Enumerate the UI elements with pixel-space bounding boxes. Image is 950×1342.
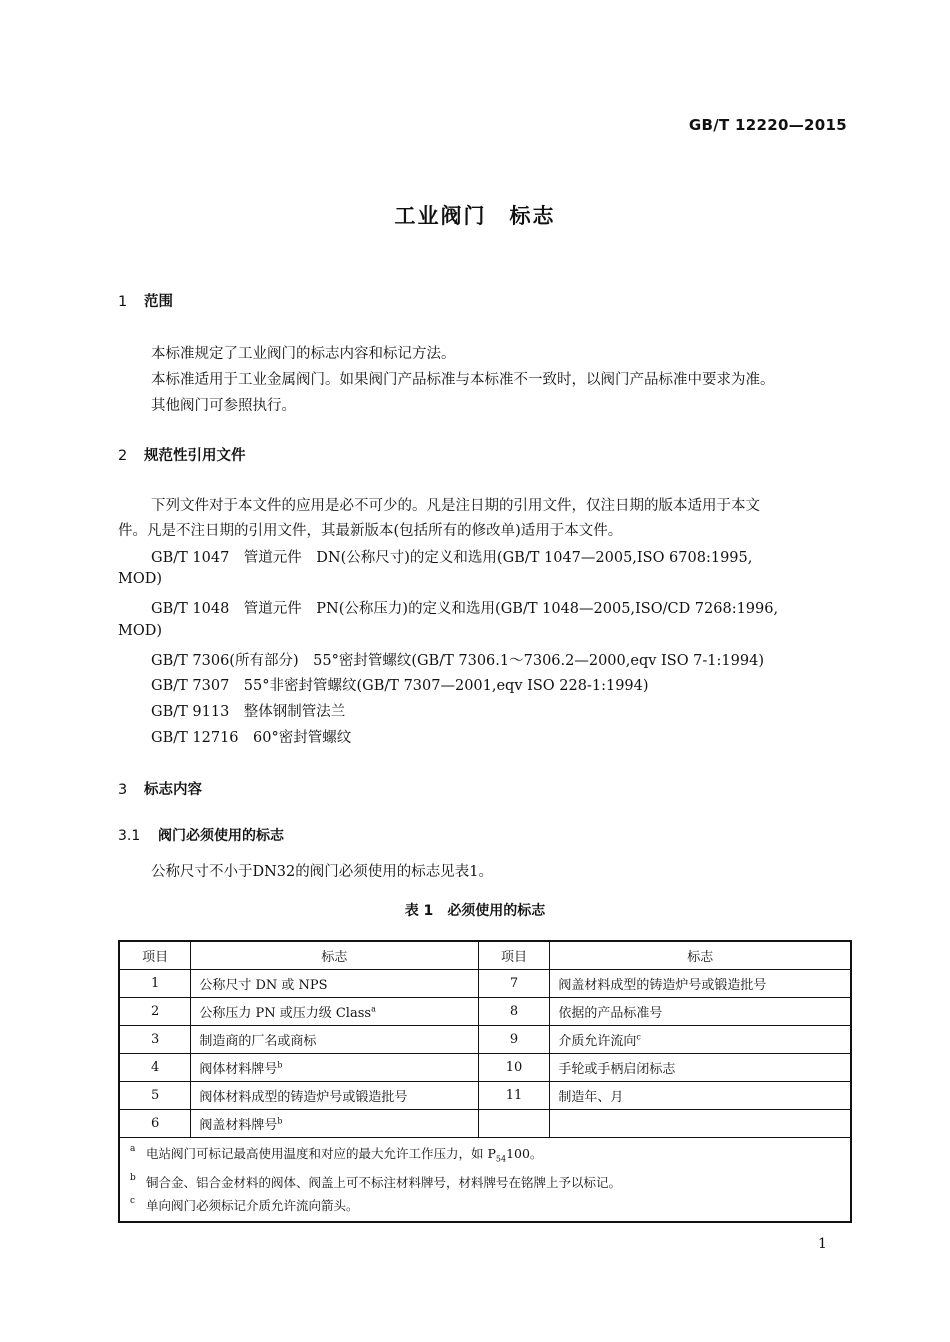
table-row <box>119 1026 851 1054</box>
marking-cell: 制造商的厂名或商标 <box>191 1026 478 1054</box>
item-number: 1 <box>119 970 191 998</box>
marking-cell: 手轮或手柄启闭标志 <box>550 1054 851 1082</box>
subsection-title: 阀门必须使用的标志 <box>158 828 284 844</box>
marking-text: 公称压力 PN 或压力级 Class <box>199 1006 372 1021</box>
paragraph: 本标准适用于工业金属阀门。如果阀门产品标准与本标准不一致时，以阀门产品标准中要求为准。 <box>151 372 775 388</box>
item-number: 9 <box>478 1026 550 1054</box>
section-number: 1 <box>118 294 128 310</box>
subsection-number: 3.1 <box>118 828 141 844</box>
table-row <box>119 1110 851 1138</box>
marking-cell: 阀体材料成型的铸造炉号或锻造批号 <box>191 1082 478 1110</box>
marking-cell: 公称尺寸 DN 或 NPS <box>191 970 478 998</box>
section-number: 3 <box>118 782 128 798</box>
reference-item: GB/T 7307 55°非密封管螺纹(GB/T 7307—2001,eqv ISO 228-1:1994) <box>151 678 649 694</box>
note-subscript: 54 <box>495 1154 507 1164</box>
note-mark: c <box>130 1195 136 1206</box>
item-number: 7 <box>478 970 550 998</box>
marking-text: 阀体材料牌号 <box>199 1062 278 1077</box>
item-number: 5 <box>119 1082 191 1110</box>
table-header-cell: 项目 <box>478 941 550 970</box>
table-header-cell: 标志 <box>550 941 851 970</box>
footnote-ref: b <box>277 1060 283 1070</box>
footnote-ref: b <box>277 1116 283 1126</box>
table-row <box>119 970 851 998</box>
section-3-heading <box>118 778 202 799</box>
section-1-heading <box>118 290 173 311</box>
item-number: 2 <box>119 998 191 1026</box>
marking-text: 阀盖材料牌号 <box>199 1118 278 1133</box>
section-title: 范围 <box>144 294 173 310</box>
table-header-cell: 项目 <box>119 941 191 970</box>
item-number: 11 <box>478 1082 550 1110</box>
reference-item: GB/T 1047 管道元件 DN(公称尺寸)的定义和选用(GB/T 1047—2005,ISO 6708:1995, <box>151 550 753 566</box>
marking-cell <box>191 1054 478 1082</box>
table-caption-title: 必须使用的标志 <box>447 903 546 919</box>
reference-item: GB/T 7306(所有部分) 55°密封管螺纹(GB/T 7306.1～7306.2—2000,eqv ISO 7-1:1994) <box>151 653 764 669</box>
reference-item: GB/T 12716 60°密封管螺纹 <box>151 730 352 746</box>
item-number: 4 <box>119 1054 191 1082</box>
paragraph: 本标准规定了工业阀门的标志内容和标记方法。 <box>151 346 456 362</box>
table-caption <box>0 900 950 920</box>
table-row <box>119 998 851 1026</box>
marking-cell: 依据的产品标准号 <box>550 998 851 1026</box>
page-title: 工业阀门 标志 <box>394 204 556 228</box>
document-id: GB/T 12220—2015 <box>688 116 847 134</box>
table-row <box>119 1054 851 1082</box>
item-number: 6 <box>119 1110 191 1138</box>
table-row <box>119 1082 851 1110</box>
marking-table <box>118 940 852 1223</box>
section-number: 2 <box>118 448 128 464</box>
marking-cell <box>550 1110 851 1138</box>
page-number: 1 <box>818 1236 827 1252</box>
item-number <box>478 1110 550 1138</box>
marking-text: 介质允许流向 <box>558 1034 637 1049</box>
reference-item-continuation: MOD) <box>118 571 163 587</box>
reference-item: GB/T 9113 整体钢制管法兰 <box>151 704 346 720</box>
item-number: 8 <box>478 998 550 1026</box>
reference-item: GB/T 1048 管道元件 PN(公称压力)的定义和选用(GB/T 1048—2005,ISO/CD 7268:1996, <box>151 601 779 617</box>
table-note <box>130 1194 840 1217</box>
table-note <box>130 1142 840 1171</box>
footnote-ref: c <box>636 1032 641 1042</box>
note-mark: a <box>130 1144 136 1154</box>
section-title: 标志内容 <box>144 782 202 798</box>
section-title: 规范性引用文件 <box>144 448 246 464</box>
item-number: 10 <box>478 1054 550 1082</box>
marking-cell: 制造年、月 <box>550 1082 851 1110</box>
note-text: 电站阀门可标记最高使用温度和对应的最大允许工作压力，如 P <box>146 1146 496 1161</box>
marking-cell <box>191 1110 478 1138</box>
note-text: 单向阀门必须标记介质允许流向箭头。 <box>146 1197 359 1213</box>
item-number: 3 <box>119 1026 191 1054</box>
paragraph: 下列文件对于本文件的应用是必不可少的。凡是注日期的引用文件，仅注日期的版本适用于本文 <box>151 498 760 514</box>
table-notes-row <box>119 1138 851 1222</box>
subsection-3-1-heading <box>118 825 284 845</box>
table-header-cell: 标志 <box>191 941 478 970</box>
paragraph: 公称尺寸不小于DN32的阀门必须使用的标志见表1。 <box>151 864 493 880</box>
note-text: 铜合金、铝合金材料的阀体、阀盖上可不标注材料牌号，材料牌号在铭牌上予以标记。 <box>146 1174 622 1190</box>
footnote-ref: a <box>371 1004 376 1014</box>
marking-cell <box>550 1026 851 1054</box>
section-2-heading <box>118 444 246 465</box>
table-notes <box>119 1138 851 1222</box>
note-text: 100。 <box>506 1146 543 1161</box>
reference-item-continuation: MOD) <box>118 623 163 639</box>
marking-cell: 阀盖材料成型的铸造炉号或锻造批号 <box>550 970 851 998</box>
marking-cell <box>191 998 478 1026</box>
table-header-row <box>119 941 851 970</box>
paragraph: 件。凡是不注日期的引用文件，其最新版本(包括所有的修改单)适用于本文件。 <box>118 523 623 539</box>
table-caption-label: 表 1 <box>404 903 434 919</box>
paragraph: 其他阀门可参照执行。 <box>151 398 296 414</box>
table-note <box>130 1171 840 1194</box>
note-mark: b <box>130 1172 136 1183</box>
